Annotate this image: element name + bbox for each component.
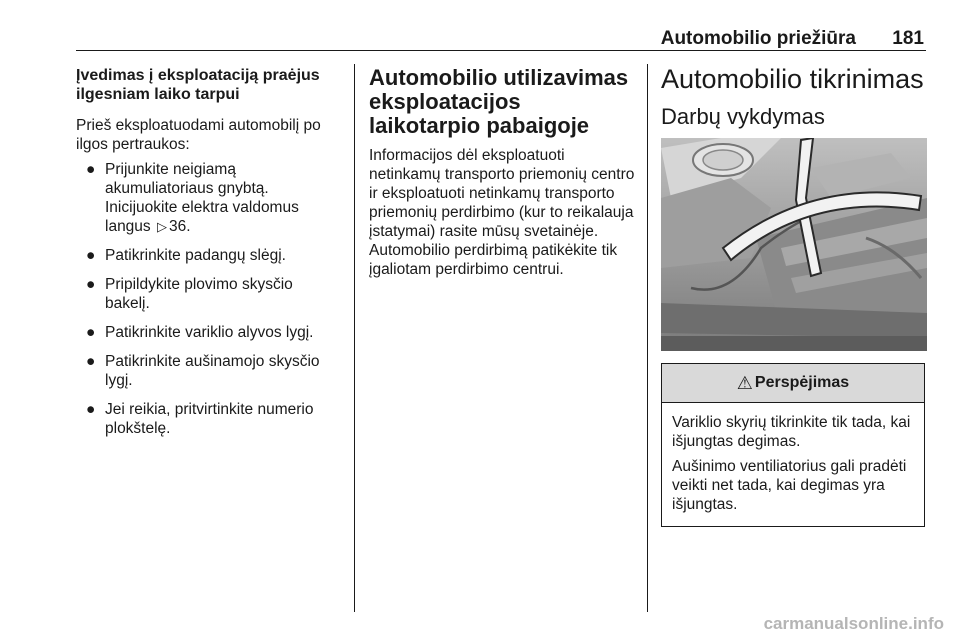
list-item-text: Patikrinkite variklio alyvos lygį. — [105, 324, 314, 341]
page-reference-arrow-icon: ▷ — [157, 219, 167, 234]
source-watermark: carmanualsonline.info — [763, 614, 944, 633]
checklist — [76, 160, 340, 438]
list-item-text: Prijunkite neigiamą akumuliatoriaus gnybtą. Inicijuokite elektra valdomus langus — [105, 161, 299, 235]
bullet-icon: ● — [86, 276, 96, 293]
page-number: 181 — [892, 28, 924, 49]
column-vehicle-disposal — [369, 64, 635, 285]
bullet-icon: ● — [86, 353, 96, 370]
list-item — [76, 323, 340, 342]
warning-body — [662, 403, 924, 526]
column-divider-1 — [354, 64, 355, 612]
subheading-performing-work: Darbų vykdymas — [661, 104, 825, 129]
list-item — [76, 275, 340, 313]
warning-triangle-icon: ⚠ — [736, 372, 753, 393]
warning-header — [662, 364, 924, 403]
bullet-icon: ● — [86, 324, 96, 341]
column-storage-return — [76, 64, 340, 448]
list-item-text: Jei reikia, pritvirtinkite numerio plokštelę. — [105, 401, 314, 437]
list-item — [76, 400, 340, 438]
section-heading-disposal: Automobilio utilizavimas eksploatacijos laikotarpio pabaigoje — [369, 65, 629, 138]
list-item — [76, 160, 340, 236]
section-heading-return-to-service: Įvedimas į eksploataciją praėjus ilgesniam laiko tarpui — [76, 67, 320, 103]
disposal-body-text: Informacijos dėl eksploatuoti netinkamų transporto priemonių centro ir eksploatuoti netinkamų transporto priemonių perdirbimo (kur to reikalauja įstatymai) rasite mūsų svetainėje. Automobilio perdirbimą patikėkite tik įgaliotam perdirbimo centrui. — [369, 147, 635, 278]
engine-bay-hood-release-icon — [661, 138, 927, 351]
bullet-icon: ● — [86, 161, 96, 178]
page-header — [76, 26, 926, 51]
bullet-icon: ● — [86, 247, 96, 264]
list-item-text: Patikrinkite aušinamojo skysčio lygį. — [105, 353, 320, 389]
bullet-icon: ● — [86, 401, 96, 418]
column-divider-2 — [647, 64, 648, 612]
running-title: Automobilio priežiūra — [660, 28, 856, 49]
warning-title: Perspėjimas — [754, 374, 850, 391]
warning-paragraph: Aušinimo ventiliatorius gali pradėti veikti net tada, kai degimas yra išjungtas. — [672, 458, 907, 513]
section-heading-vehicle-checks: Automobilio tikrinimas — [661, 64, 924, 94]
list-item — [76, 246, 340, 265]
list-item — [76, 352, 340, 390]
list-item-text: Pripildykite plovimo skysčio bakelį. — [105, 276, 293, 312]
column-vehicle-checks — [661, 64, 927, 144]
warning-box — [661, 363, 925, 527]
warning-paragraph: Variklio skyrių tikrinkite tik tada, kai išjungtas degimas. — [672, 414, 911, 450]
intro-text: Prieš eksploatuodami automobilį po ilgos pertraukos: — [76, 117, 321, 153]
list-item-text: Patikrinkite padangų slėgį. — [105, 247, 286, 264]
page-reference-link[interactable]: 36. — [169, 218, 191, 235]
